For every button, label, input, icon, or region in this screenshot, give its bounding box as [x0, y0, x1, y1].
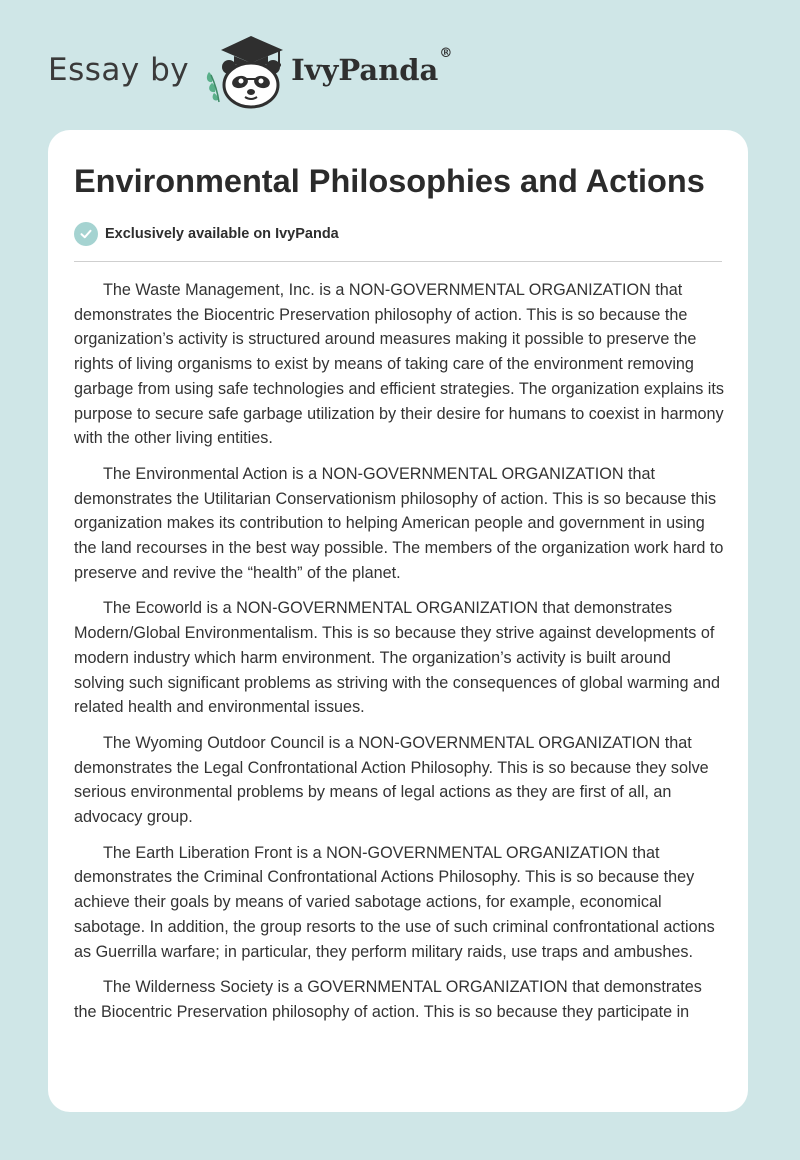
brand-name[interactable] [291, 46, 453, 87]
paragraph: The Environmental Action is a NON-GOVERNMENTAL ORGANIZATION that demonstrates the Utilitarian Conservationism philosophy of action. This is so because this organization makes its contribution to helping American people and government in using the land recourses in the best way possible. The members of the organization work hard to preserve and revive the “health” of the planet. [74, 464, 724, 582]
page-title: Environmental Philosophies and Actions [74, 163, 705, 199]
paragraph: The Ecoworld is a NON-GOVERNMENTAL ORGANIZATION that demonstrates Modern/Global Environmentalism. This is so because they strive against developments of modern industry which harm environment. The organization’s activity is built around solving such significant problems as striving with the consequences of global warming and related health and environmental issues. [74, 599, 721, 717]
paragraph: The Earth Liberation Front is a NON-GOVERNMENTAL ORGANIZATION that demonstrates the Criminal Confrontational Actions Philosophy. This is so because they achieve their goals by means of varied sabotage actions, for example, economical sabotage. In addition, the group resorts to the use of such criminal confrontational actions as Guerrilla warfare; in particular, they perform military raids, use traps and ambushes. [74, 843, 715, 961]
paragraph: The Wyoming Outdoor Council is a NON-GOVERNMENTAL ORGANIZATION that demonstrates the Legal Confrontational Action Philosophy. This is so because they solve serious environmental problems by means of legal actions as they are first of all, an advocacy group. [74, 733, 709, 827]
check-icon [74, 222, 98, 246]
title-divider [74, 261, 722, 262]
registered-mark: ® [439, 46, 453, 62]
exclusive-badge-label: Exclusively available on IvyPanda [105, 226, 339, 242]
essay-card [48, 130, 748, 1112]
essay-by-label: Essay by [48, 52, 190, 88]
site-header [48, 30, 452, 110]
paragraph: The Waste Management, Inc. is a NON-GOVERNMENTAL ORGANIZATION that demonstrates the Biocentric Preservation philosophy of action. This is so because the organization’s activity is structured around measures making it possible to preserve the rights of living organisms to exist by means of taking care of the environment removing garbage from using safe technologies and efficient strategies. The organization explains its purpose to secure safe garbage utilization by their desire for humans to coexist in harmony with the other living entities. [74, 281, 724, 448]
ivy-leaf-icon [207, 72, 219, 102]
paragraph: The Wilderness Society is a GOVERNMENTAL ORGANIZATION that demonstrates the Biocentric Preservation philosophy of action. This is so because they participate in [74, 978, 702, 1021]
exclusive-badge [74, 222, 339, 246]
panda-logo-icon[interactable] [199, 30, 289, 110]
brand-label: IvyPanda [291, 53, 439, 87]
essay-body [74, 278, 724, 1036]
